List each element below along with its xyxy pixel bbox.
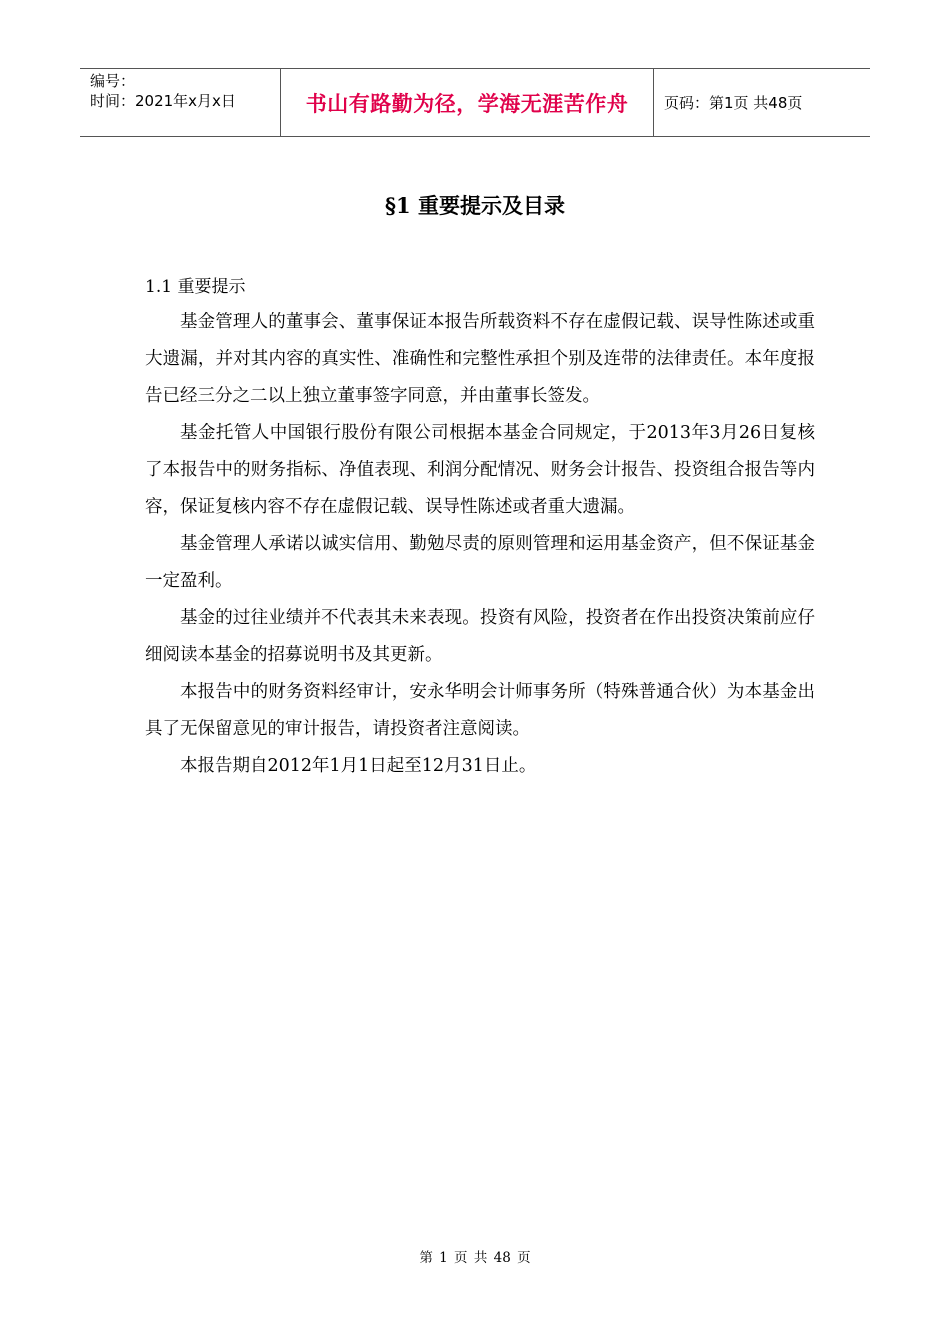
paragraph: 基金托管人中国银行股份有限公司根据本基金合同规定，于2013年3月26日复核了本报告中的财务指标、净值表现、利润分配情况、财务会计报告、投资组合报告等内容，保证复核内容不存在虚假记载、误导性陈述或者重大遗漏。 <box>145 423 815 517</box>
header-meta <box>80 69 281 136</box>
body-text <box>145 304 815 785</box>
header-page-cell <box>654 69 870 136</box>
paragraph: 本报告期自2012年1月1日起至12月31日止。 <box>180 756 537 776</box>
header-motto-cell <box>281 69 654 136</box>
header-motto: 书山有路勤为径，学海无涯苦作舟 <box>305 91 629 116</box>
document-date-label: 时间：2021年x月x日 <box>90 92 236 110</box>
header-page-info: 页码：第1页 共48页 <box>664 94 803 112</box>
paragraph: 基金的过往业绩并不代表其未来表现。投资有风险，投资者在作出投资决策前应仔细阅读本基金的招募说明书及其更新。 <box>145 608 815 665</box>
document-number-label: 编号： <box>90 72 136 90</box>
page-footer: 第 1 页 共 48 页 <box>419 1250 531 1266</box>
paragraph: 本报告中的财务资料经审计，安永华明会计师事务所（特殊普通合伙）为本基金出具了无保留意见的审计报告，请投资者注意阅读。 <box>145 682 815 739</box>
document-header <box>80 68 870 137</box>
paragraph: 基金管理人承诺以诚实信用、勤勉尽责的原则管理和运用基金资产，但不保证基金一定盈利。 <box>145 534 815 591</box>
paragraph: 基金管理人的董事会、董事保证本报告所载资料不存在虚假记载、误导性陈述或重大遗漏，并对其内容的真实性、准确性和完整性承担个别及连带的法律责任。本年度报告已经三分之二以上独立董事签字同意，并由董事长签发。 <box>145 312 815 406</box>
subsection-title: 1.1 重要提示 <box>145 277 246 297</box>
section-title: §1 重要提示及目录 <box>385 193 565 218</box>
